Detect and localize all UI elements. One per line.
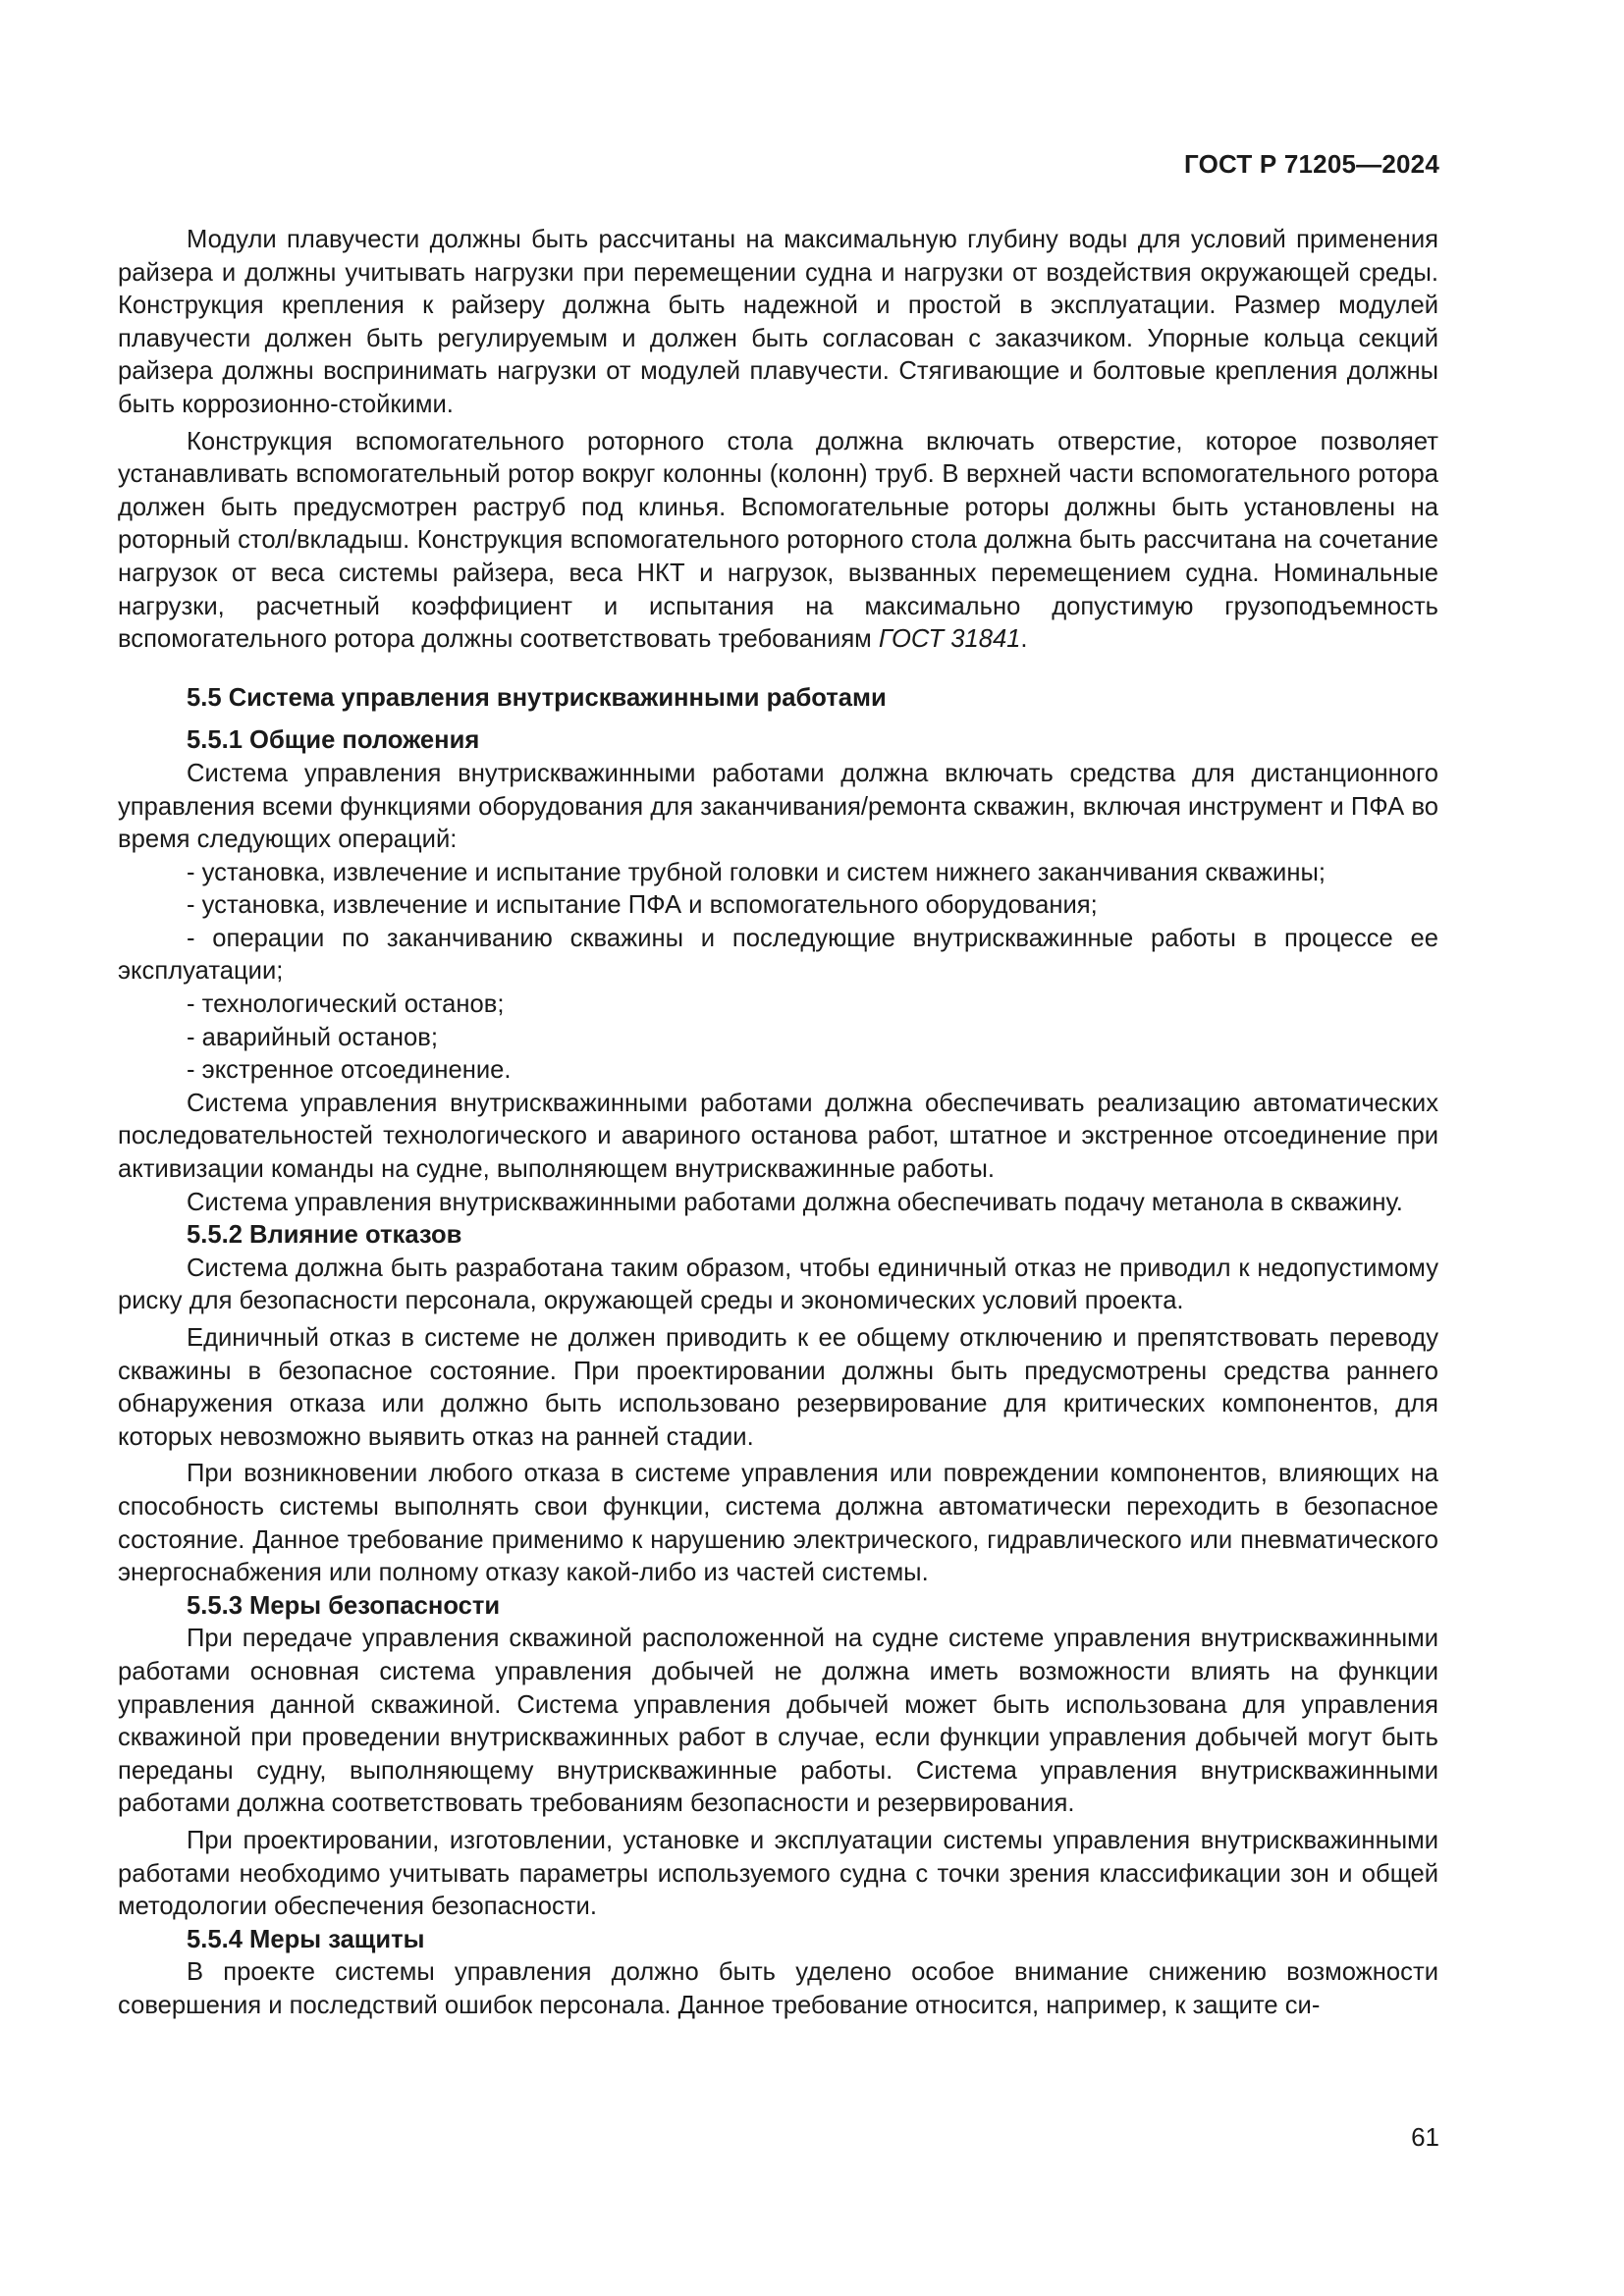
paragraph-5-5-3-control-transfer: При передаче управления скважиной расположенной на судне системе управления внутрискважинными работами основная система управления добычей не должна иметь возможности влиять на функции управления данной скважиной. Система управления добычей может быть использована для управления скважиной при проведении внутрискважинных работ в случае, если функции управления добычей могут быть переданы судну, выполняющему внутрискважинные работы. Система управления внутрискважинными работами должна соответствовать требованиям безопасности и резервирования. xyxy=(118,1625,1438,1818)
paragraph-5-5-1-methanol: Система управления внутрискважинными работами должна обеспечивать подачу метанола в скважину. xyxy=(187,1188,1403,1216)
list-item: - операции по заканчиванию скважины и последующие внутрискважинные работы в процессе ее эксплуатации; xyxy=(118,924,1438,986)
subsection-heading-5-5-4: 5.5.4 Меры защиты xyxy=(187,1925,425,1953)
paragraph-5-5-1-intro: Система управления внутрискважинными работами должна включать средства для дистанционного управления всеми функциями оборудования для заканчивания/ремонта скважин, включая инструмент и ПФА во время следующих операций: xyxy=(118,759,1438,854)
paragraph-5-5-1-sequences: Система управления внутрискважинными работами должна обеспечивать реализацию автоматических последовательностей технологического и авариного останова работ, штатное и экстренное отсоединение при активизации команды на судне, выполняющем внутрискважинные работы. xyxy=(118,1089,1438,1184)
paragraph-5-5-2-safe-state: При возникновении любого отказа в системе управления или повреждении компонентов, влияющих на способность системы выполнять свои функции, система должна автоматически переходить в безопасное состояние. Данное требование применимо к нарушению электрического, гидравлического или пневматического энергоснабжения или полному отказу какой-либо из частей системы. xyxy=(118,1460,1438,1587)
subsection-heading-5-5-3: 5.5.3 Меры безопасности xyxy=(187,1591,501,1620)
subsection-heading-5-5-2: 5.5.2 Влияние отказов xyxy=(187,1221,462,1250)
section-heading-5-5: 5.5 Система управления внутрискважинными работами xyxy=(187,683,887,712)
list-item: - технологический останов; xyxy=(187,990,505,1019)
paragraph-auxiliary-rotary-table xyxy=(118,426,1438,657)
subsection-heading-5-5-1: 5.5.1 Общие положения xyxy=(187,726,480,755)
list-item: - аварийный останов; xyxy=(187,1023,438,1051)
paragraph-end: . xyxy=(1020,625,1028,654)
page-number: 61 xyxy=(1411,2122,1439,2152)
document-designation: ГОСТ Р 71205—2024 xyxy=(1184,149,1439,179)
paragraph-5-5-3-vessel-parameters: При проектировании, изготовлении, установке и эксплуатации системы управления внутрискважинными работами необходимо учитывать параметры используемого судна с точки зрения классификации зон и общей методологии обеспечения безопасности. xyxy=(118,1826,1438,1921)
paragraph-5-5-2-single-failure: Система должна быть разработана таким образом, чтобы единичный отказ не приводил к недопустимому риску для безопасности персонала, окружающей среды и экономических условий проекта. xyxy=(118,1254,1438,1315)
paragraph-5-5-2-no-shutdown: Единичный отказ в системе не должен приводить к ее общему отключению и препятствовать переводу скважины в безопасное состояние. При проектировании должны быть предусмотрены средства раннего обнаружения отказа или должно быть использовано резервирование для критических компонентов, для которых невозможно выявить отказ на ранней стадии. xyxy=(118,1324,1438,1451)
paragraph-5-5-4-human-error: В проекте системы управления должно быть уделено особое внимание снижению возможности совершения и последствий ошибок персонала. Данное требование относится, например, к защите си- xyxy=(118,1958,1438,2019)
page-content xyxy=(118,224,1438,2022)
paragraph-text: Конструкция вспомогательного роторного стола должна включать отверстие, которое позволяет устанавливать вспомогательный ротор вокруг колонны (колонн) труб. В верхней части вспомогательного ротора должен быть предусмотрен раструб под клинья. Вспомогательные роторы должны быть установлены на роторный стол/вкладыш. Конструкция вспомогательного роторного стола должна быть рассчитана на сочетание нагрузок от веса системы райзера, веса НКТ и нагрузок, вызванных перемещением судна. Номинальные нагрузки, расчетный коэффициент и испытания на максимально допустимую грузоподъемность вспомогательного ротора должны соответствовать требованиям xyxy=(118,427,1438,654)
list-item: - экстренное отсоединение. xyxy=(187,1056,512,1085)
list-item: - установка, извлечение и испытание ПФА и вспомогательного оборудования; xyxy=(187,891,1098,920)
operations-list xyxy=(118,857,1438,1088)
list-item: - установка, извлечение и испытание трубной головки и систем нижнего заканчивания скважины; xyxy=(187,858,1326,886)
standard-reference: ГОСТ 31841 xyxy=(878,625,1021,654)
paragraph-buoyancy-modules: Модули плавучести должны быть рассчитаны на максимальную глубину воды для условий применения райзера и должны учитывать нагрузки при перемещении судна и нагрузки от воздействия окружающей среды. Конструкция крепления к райзеру должна быть надежной и простой в эксплуатации. Размер модулей плавучести должен быть регулируемым и должен быть согласован с заказчиком. Упорные кольца секций райзера должны воспринимать нагрузки от модулей плавучести. Стягивающие и болтовые крепления должны быть коррозионно-стойкими. xyxy=(118,226,1438,418)
